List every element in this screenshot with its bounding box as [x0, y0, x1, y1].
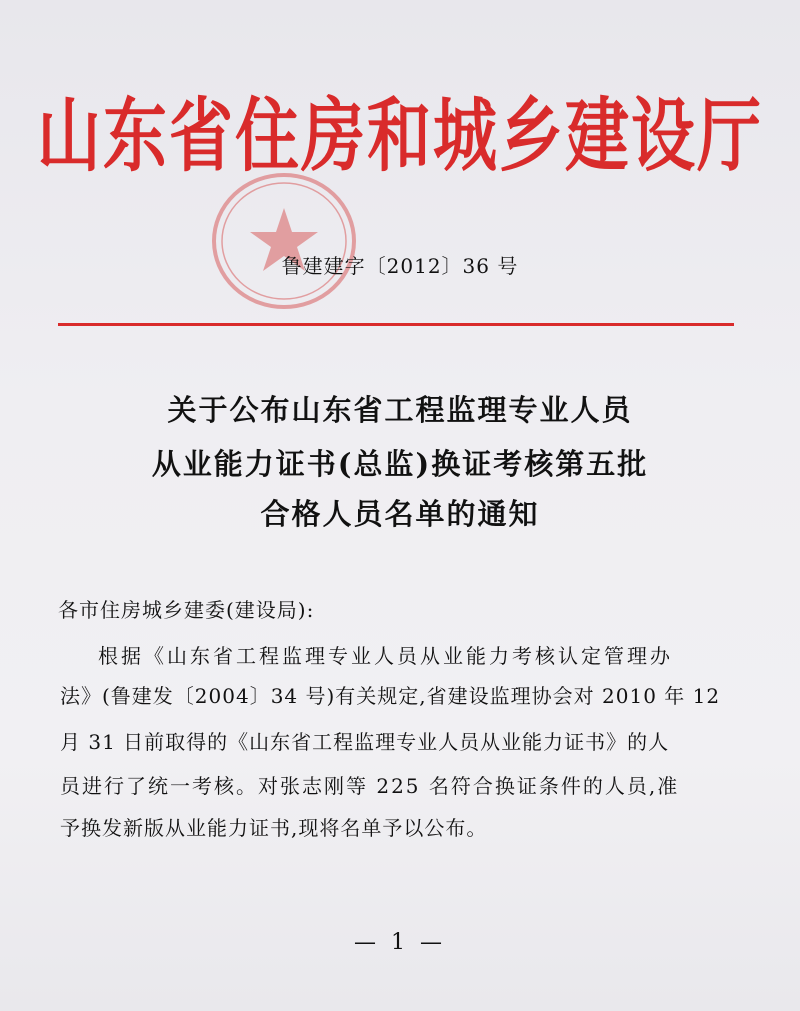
red-divider-line: [58, 323, 734, 326]
official-seal-stamp: [208, 168, 360, 314]
notice-title-line-2: 从业能力证书(总监)换证考核第五批: [151, 447, 649, 481]
document-number: 鲁建建字〔2012〕36 号: [281, 254, 519, 278]
body-paragraph-line: 员进行了统一考核。对张志刚等 225 名符合换证条件的人员,准: [60, 774, 680, 798]
body-paragraph-line: 根据《山东省工程监理专业人员从业能力考核认定管理办: [98, 644, 673, 668]
notice-title-line-3: 合格人员名单的通知: [260, 497, 540, 531]
page-number: — 1 —: [354, 930, 446, 955]
addressee: 各市住房城乡建委(建设局):: [58, 598, 315, 622]
issuer-header: 山东省住房和城乡建设厅: [37, 90, 763, 184]
body-paragraph-line: 予换发新版从业能力证书,现将名单予以公布。: [60, 816, 488, 840]
body-paragraph-line: 月 31 日前取得的《山东省工程监理专业人员从业能力证书》的人: [60, 730, 670, 754]
notice-title-line-1: 关于公布山东省工程监理专业人员: [167, 393, 633, 427]
body-paragraph-line: 法》(鲁建发〔2004〕34 号)有关规定,省建设监理协会对 2010 年 12: [60, 684, 721, 708]
